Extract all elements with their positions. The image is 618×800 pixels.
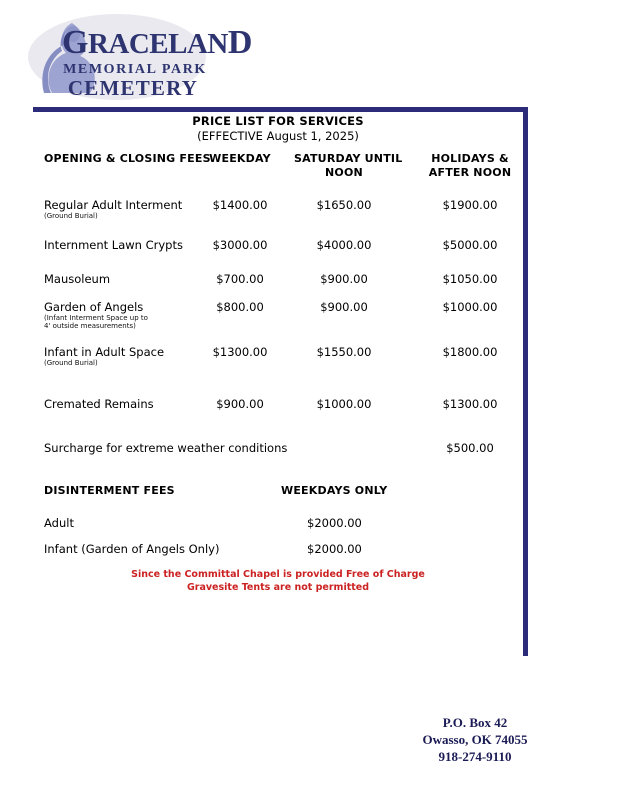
price-holiday: $1000.00 [442, 300, 498, 314]
surcharge-label: Surcharge for extreme weather conditions [44, 441, 288, 455]
price-holiday: $1300.00 [442, 397, 498, 411]
service-note: (Ground Burial) [44, 359, 98, 367]
service-note: (Ground Burial) [44, 212, 98, 220]
policy-notice [33, 568, 523, 594]
service-name: Garden of Angels [44, 300, 144, 314]
right-border-line [523, 107, 528, 656]
price-saturday: $4000.00 [316, 238, 372, 252]
footer-city-state-zip: Owasso, OK 74055 [422, 732, 528, 747]
price-saturday: $900.00 [320, 300, 368, 314]
disinterment-price: $2000.00 [307, 542, 362, 556]
service-note-line2: 4' outside measurements) [44, 322, 136, 330]
price-weekday: $700.00 [216, 272, 264, 286]
price-holiday: $1050.00 [442, 272, 498, 286]
price-saturday: $900.00 [320, 272, 368, 286]
price-saturday: $1550.00 [316, 345, 372, 359]
price-holiday: $1900.00 [442, 198, 498, 212]
column-header-weekday: WEEKDAY [209, 152, 271, 165]
price-holiday: $5000.00 [442, 238, 498, 252]
price-weekday: $900.00 [216, 397, 264, 411]
section-header-opening-closing: OPENING & CLOSING FEES [44, 152, 211, 165]
footer-phone: 918-274-9110 [438, 749, 512, 764]
service-name: Regular Adult Interment [44, 198, 183, 212]
service-note-line1: (Infant Interment Space up to [44, 314, 148, 322]
section-header-disinterment: DISINTERMENT FEES [44, 484, 175, 497]
footer-address [380, 714, 570, 765]
column-header-holidays-line1: HOLIDAYS & [431, 152, 509, 165]
disinterment-service-name: Adult [44, 516, 74, 530]
disinterment-service-name: Infant (Garden of Angels Only) [44, 542, 220, 556]
policy-notice-line1: Since the Committal Chapel is provided Free of Charge [131, 569, 425, 580]
column-header-holidays-line2: AFTER NOON [428, 166, 512, 179]
service-name: Internment Lawn Crypts [44, 238, 183, 252]
price-weekday: $800.00 [216, 300, 264, 314]
column-header-saturday-line1: SATURDAY UNTIL [294, 152, 403, 165]
service-name: Infant in Adult Space [44, 345, 165, 359]
column-header-weekdays-only: WEEKDAYS ONLY [281, 484, 388, 497]
logo-name-cemetery: CEMETERY [67, 76, 199, 100]
price-holiday: $1800.00 [442, 345, 498, 359]
footer-po-box: P.O. Box 42 [442, 715, 508, 730]
logo-name-graceland: GRACELAND [62, 24, 252, 61]
price-weekday: $1400.00 [212, 198, 268, 212]
company-logo [28, 14, 252, 102]
logo-name-memorial-park: MEMORIAL PARK [63, 62, 207, 77]
policy-notice-line2: Gravesite Tents are not permitted [186, 582, 370, 593]
page-title-block [33, 114, 523, 144]
price-saturday: $1650.00 [316, 198, 372, 212]
surcharge-price: $500.00 [446, 441, 494, 455]
header-divider-line [33, 107, 528, 112]
service-name: Cremated Remains [44, 397, 154, 411]
column-header-saturday-line2: NOON [325, 166, 363, 179]
service-name: Mausoleum [44, 272, 111, 286]
disinterment-price: $2000.00 [307, 516, 362, 530]
price-weekday: $3000.00 [212, 238, 268, 252]
page-title: PRICE LIST FOR SERVICES [192, 114, 364, 128]
price-weekday: $1300.00 [212, 345, 268, 359]
price-saturday: $1000.00 [316, 397, 372, 411]
page-subtitle: (EFFECTIVE August 1, 2025) [197, 129, 359, 143]
